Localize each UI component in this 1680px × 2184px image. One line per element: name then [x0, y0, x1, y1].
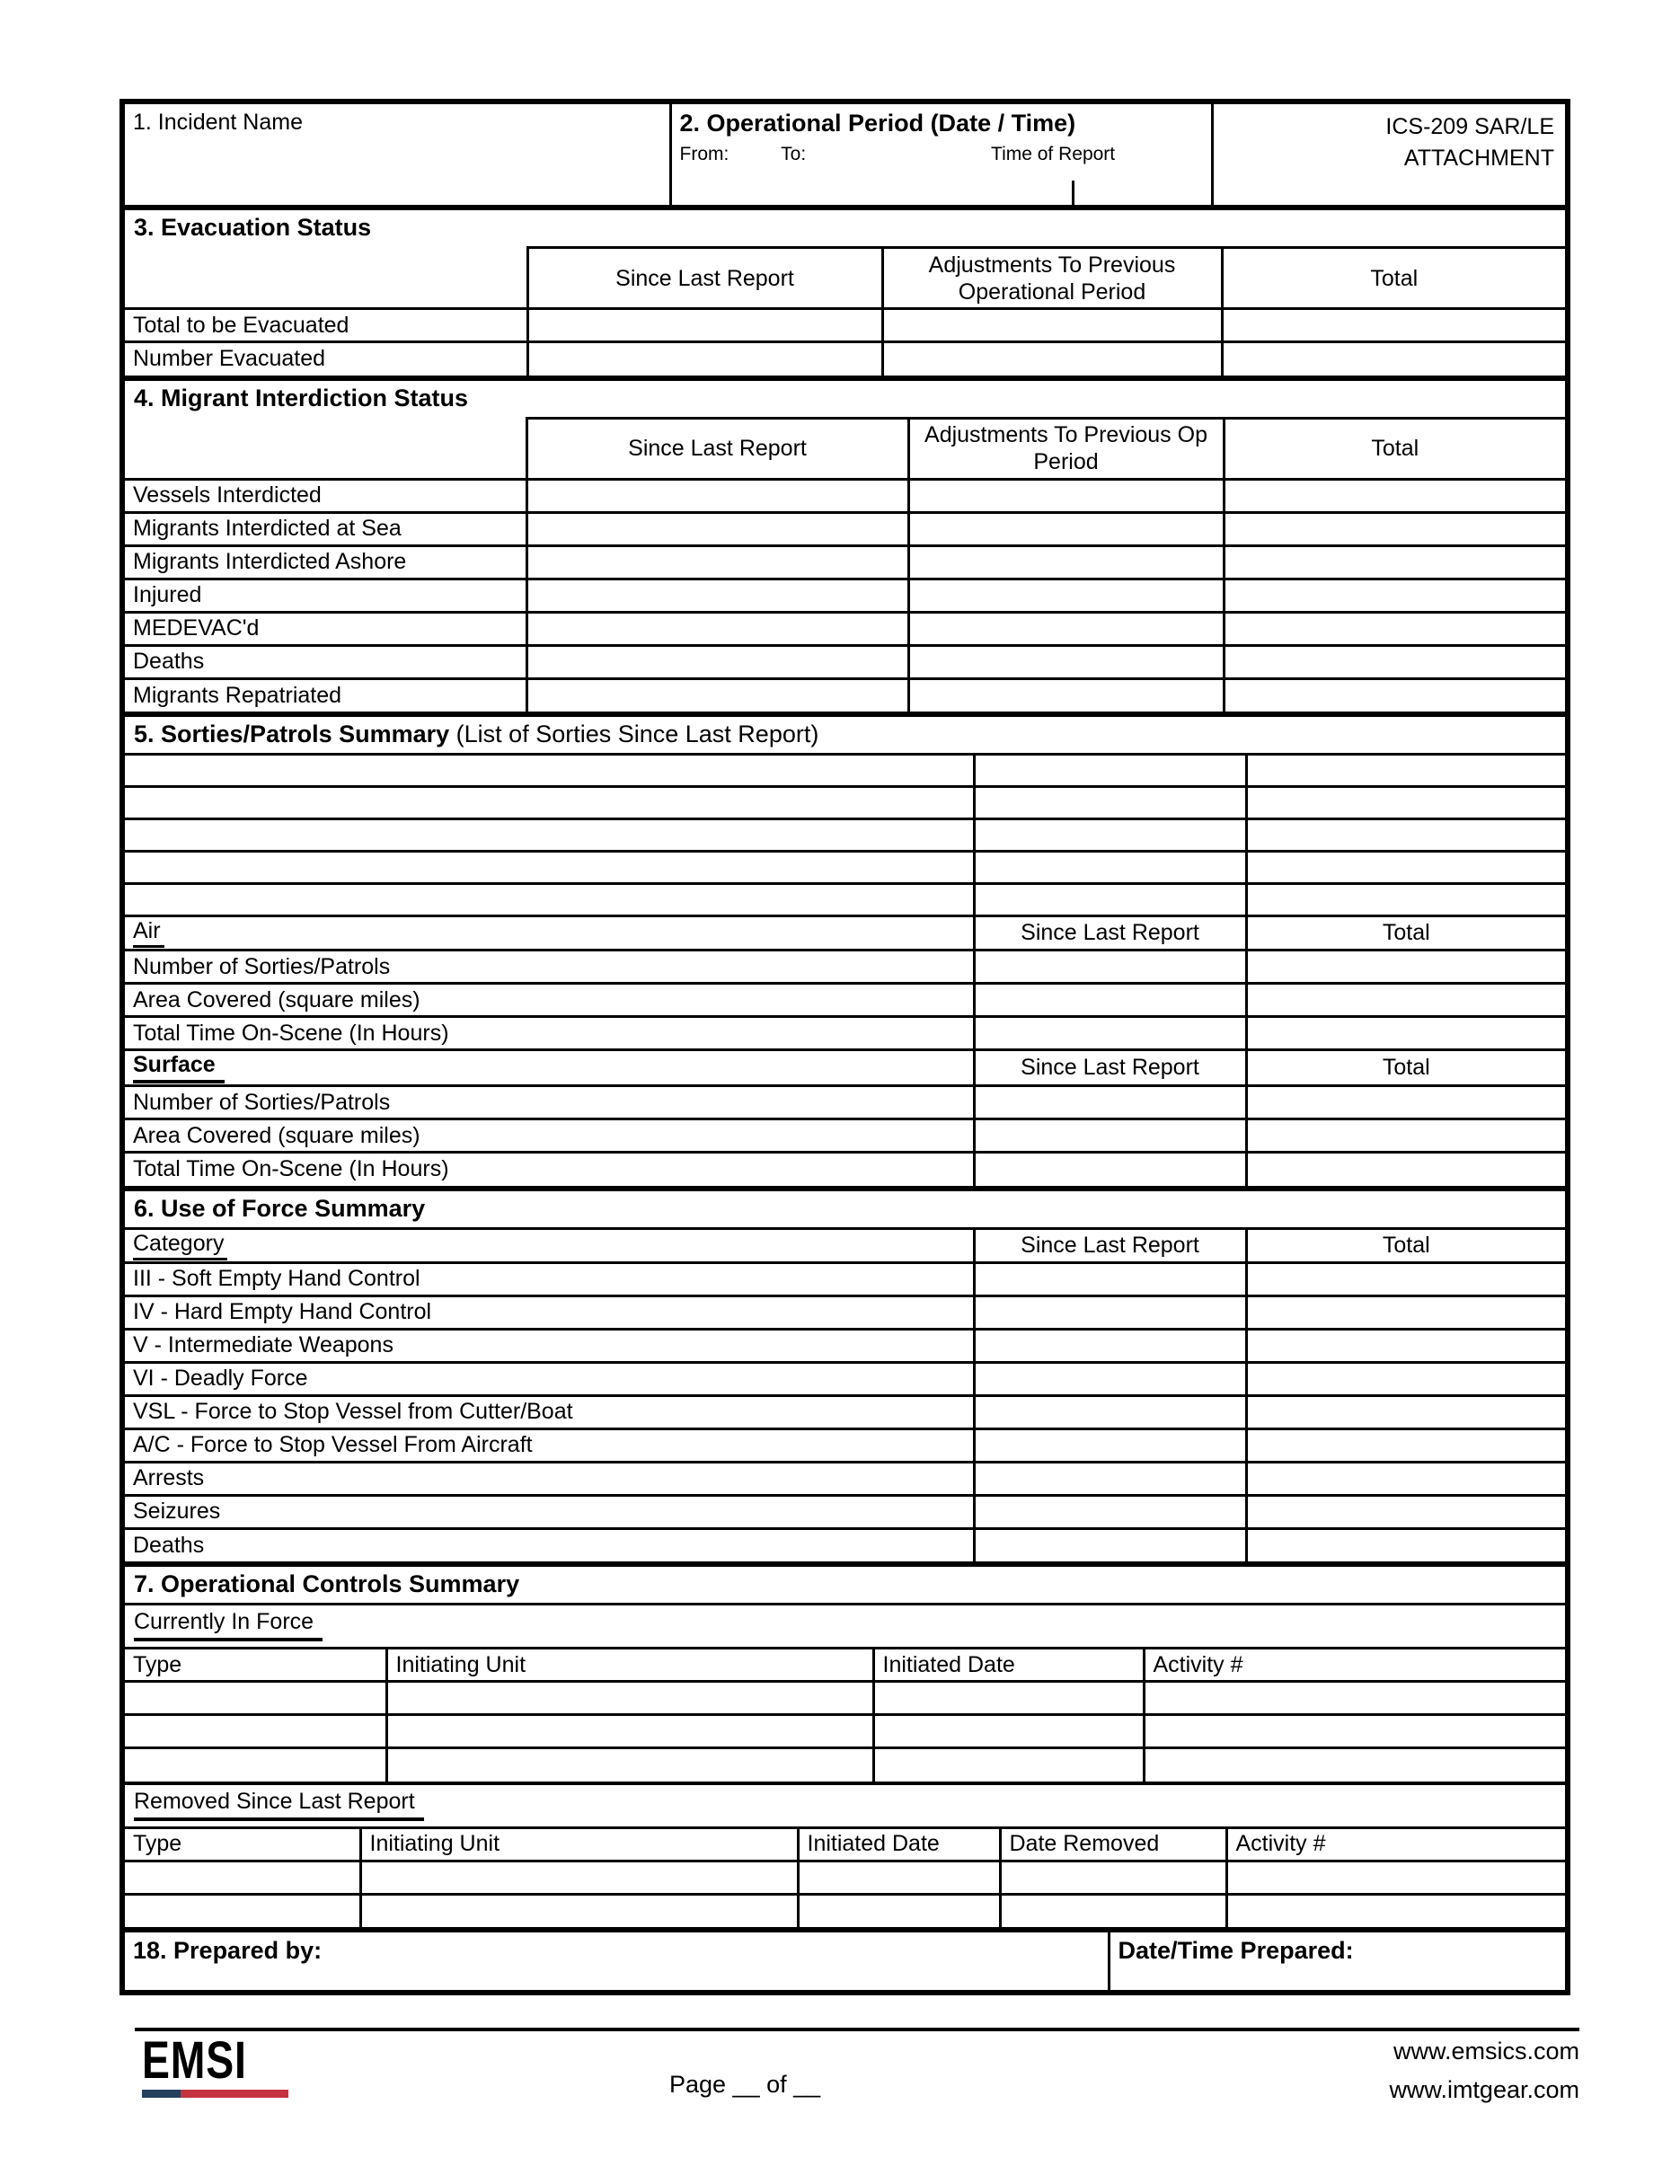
table-row — [125, 479, 1565, 512]
row-label: Deaths — [125, 645, 526, 678]
surface-label: Surface — [133, 1052, 225, 1083]
input-cell[interactable] — [125, 852, 974, 884]
input-cell[interactable] — [1246, 1528, 1565, 1561]
column-header: Date Removed — [1000, 1827, 1226, 1861]
column-header: Adjustments To Previous Op Period — [908, 418, 1224, 479]
input-cell[interactable] — [526, 645, 908, 678]
input-cell[interactable] — [1246, 1153, 1565, 1186]
row-label: A/C - Force to Stop Vessel From Aircraft — [125, 1428, 974, 1462]
emsi-logo — [142, 2031, 288, 2098]
sortie-list-row — [125, 852, 1565, 884]
row-label: VSL - Force to Stop Vessel from Cutter/Boat — [125, 1395, 974, 1428]
input-cell[interactable] — [1222, 309, 1565, 342]
input-cell[interactable] — [974, 884, 1246, 916]
header-row — [125, 104, 1565, 205]
input-cell[interactable] — [1224, 579, 1565, 612]
from-label: From: — [679, 144, 729, 164]
input-cell[interactable] — [1246, 1362, 1565, 1395]
input-cell[interactable] — [873, 1682, 1144, 1715]
input-cell[interactable] — [974, 1428, 1246, 1462]
air-header-row — [125, 916, 1565, 951]
input-cell[interactable] — [1224, 678, 1565, 712]
input-cell[interactable] — [1246, 852, 1565, 884]
input-cell[interactable] — [1246, 951, 1565, 984]
input-cell[interactable] — [526, 612, 908, 645]
section-prepared-by — [125, 1927, 1565, 1990]
column-header: Adjustments To Previous Operational Period — [882, 248, 1222, 309]
migrant-header-row — [125, 418, 1565, 479]
row-label: Migrants Interdicted at Sea — [125, 512, 526, 545]
input-cell[interactable] — [1246, 1295, 1565, 1329]
table-row — [125, 342, 1565, 376]
input-cell[interactable] — [1144, 1682, 1565, 1715]
input-cell[interactable] — [798, 1861, 1000, 1894]
table-row — [125, 1086, 1565, 1119]
operational-controls-title: 7. Operational Controls Summary — [125, 1567, 1565, 1605]
input-cell[interactable] — [908, 512, 1224, 545]
input-cell[interactable] — [1246, 1017, 1565, 1050]
row-label: Total Time On-Scene (In Hours) — [125, 1017, 974, 1050]
input-cell[interactable] — [974, 1153, 1246, 1186]
input-cell[interactable] — [974, 1295, 1246, 1329]
input-cell[interactable] — [974, 1528, 1246, 1561]
input-cell[interactable] — [526, 545, 908, 579]
emsi-logo-bar — [142, 2090, 288, 2098]
to-label: To: — [781, 144, 807, 164]
section-migrant-interdiction — [125, 376, 1565, 712]
table-row — [125, 1329, 1565, 1362]
removed-header-row — [125, 1827, 1565, 1861]
prepared-by-row — [125, 1932, 1565, 1990]
table-row — [125, 612, 1565, 645]
row-label: Injured — [125, 579, 526, 612]
section-sorties-patrols — [125, 712, 1565, 1186]
table-row — [125, 579, 1565, 612]
input-cell[interactable] — [1246, 1428, 1565, 1462]
row-label: Number of Sorties/Patrols — [125, 1086, 974, 1119]
table-row — [125, 1462, 1565, 1495]
prepared-by-table — [125, 1932, 1565, 1990]
input-cell[interactable] — [527, 309, 882, 342]
table-row — [125, 1262, 1565, 1295]
input-cell[interactable] — [360, 1861, 798, 1894]
emsi-logo-bar-navy — [142, 2090, 181, 2098]
input-cell[interactable] — [125, 1682, 386, 1715]
prepared-by-field[interactable] — [125, 1932, 1109, 1990]
input-cell[interactable] — [125, 755, 974, 787]
footer-urls — [1389, 2032, 1579, 2109]
table-row — [125, 545, 1565, 579]
in-force-blank-row — [125, 1748, 1565, 1782]
column-header: Initiating Unit — [360, 1827, 798, 1861]
input-cell[interactable] — [526, 678, 908, 712]
input-cell[interactable] — [125, 1894, 360, 1927]
input-cell[interactable] — [974, 1086, 1246, 1119]
row-label: Total Time On-Scene (In Hours) — [125, 1153, 974, 1186]
incident-name-label: 1. Incident Name — [133, 110, 303, 135]
row-label: Vessels Interdicted — [125, 479, 526, 512]
input-cell[interactable] — [1224, 512, 1565, 545]
section-use-of-force — [125, 1186, 1565, 1562]
input-cell[interactable] — [908, 645, 1224, 678]
column-header: Type — [125, 1827, 360, 1861]
removed-table — [125, 1826, 1565, 1928]
input-cell[interactable] — [908, 579, 1224, 612]
sortie-list-row — [125, 787, 1565, 819]
column-header: Activity # — [1144, 1649, 1565, 1682]
removed-label-band — [125, 1782, 1565, 1826]
input-cell[interactable] — [526, 512, 908, 545]
input-cell[interactable] — [1246, 1495, 1565, 1528]
input-cell[interactable] — [1246, 1395, 1565, 1428]
input-cell[interactable] — [1224, 479, 1565, 512]
category-label-cell — [125, 1228, 974, 1262]
sorties-title-note: (List of Sorties Since Last Report) — [455, 721, 819, 747]
table-row — [125, 1153, 1565, 1186]
input-cell[interactable] — [125, 1861, 360, 1894]
page-number: Page __ of __ — [669, 2071, 821, 2098]
input-cell[interactable] — [527, 342, 882, 376]
column-header: Activity # — [1226, 1827, 1565, 1861]
input-cell[interactable] — [386, 1715, 873, 1748]
input-cell[interactable] — [974, 1462, 1246, 1495]
table-row — [125, 1528, 1565, 1561]
in-force-header-row — [125, 1649, 1565, 1682]
table-row — [125, 1495, 1565, 1528]
emsi-logo-bar-red — [181, 2090, 288, 2098]
air-rows — [125, 951, 1565, 1050]
removed-since-last-report-label: Removed Since Last Report — [134, 1788, 424, 1821]
input-cell[interactable] — [908, 479, 1224, 512]
input-cell[interactable] — [974, 1395, 1246, 1428]
input-cell[interactable] — [125, 787, 974, 819]
section-operational-controls — [125, 1561, 1565, 1927]
input-cell[interactable] — [125, 1748, 386, 1782]
table-row — [125, 309, 1565, 342]
table-row — [125, 512, 1565, 545]
input-cell[interactable] — [974, 951, 1246, 984]
input-cell[interactable] — [125, 819, 974, 852]
form-code — [1212, 104, 1565, 205]
migrant-rows — [125, 479, 1565, 712]
column-header: Since Last Report — [974, 1228, 1246, 1262]
use-of-force-rows — [125, 1262, 1565, 1561]
in-force-blank-row — [125, 1682, 1565, 1715]
input-cell[interactable] — [360, 1894, 798, 1927]
input-cell[interactable] — [1246, 1262, 1565, 1295]
row-label: Number Evacuated — [125, 342, 527, 376]
column-header: Total — [1246, 916, 1565, 951]
table-row — [125, 1295, 1565, 1329]
currently-in-force-label-band — [125, 1605, 1565, 1647]
column-header: Total — [1246, 1050, 1565, 1086]
evacuation-status-table — [125, 246, 1565, 376]
input-cell[interactable] — [1224, 545, 1565, 579]
row-label: Arrests — [125, 1462, 974, 1495]
row-label: Migrants Repatriated — [125, 678, 526, 712]
migrant-corner-cell — [125, 418, 526, 479]
input-cell[interactable] — [798, 1894, 1000, 1927]
row-label: Seizures — [125, 1495, 974, 1528]
row-label: Deaths — [125, 1528, 974, 1561]
input-cell[interactable] — [1144, 1715, 1565, 1748]
input-cell[interactable] — [1226, 1861, 1565, 1894]
column-header: Since Last Report — [526, 418, 908, 479]
input-cell[interactable] — [1246, 1462, 1565, 1495]
row-label: Migrants Interdicted Ashore — [125, 545, 526, 579]
input-cell[interactable] — [526, 479, 908, 512]
row-label: IV - Hard Empty Hand Control — [125, 1295, 974, 1329]
sortie-list-row — [125, 884, 1565, 916]
input-cell[interactable] — [386, 1682, 873, 1715]
incident-name-field[interactable] — [125, 104, 670, 205]
sortie-list-row — [125, 755, 1565, 787]
category-label: Category — [133, 1231, 227, 1260]
currently-in-force-label: Currently In Force — [134, 1608, 323, 1641]
form-code-line1: ICS-209 SAR/LE — [1385, 114, 1554, 139]
sorties-table — [125, 753, 1565, 1186]
column-header: Total — [1246, 1228, 1565, 1262]
evacuation-header-row — [125, 248, 1565, 309]
footer-url-imtgear: www.imtgear.com — [1389, 2076, 1579, 2103]
datetime-prepared-field[interactable] — [1109, 1932, 1565, 1990]
column-header: Initiated Date — [873, 1649, 1144, 1682]
input-cell[interactable] — [1246, 1329, 1565, 1362]
time-of-report-divider — [1072, 181, 1074, 205]
input-cell[interactable] — [1144, 1748, 1565, 1782]
table-row — [125, 951, 1565, 984]
migrant-interdiction-title: 4. Migrant Interdiction Status — [125, 381, 1565, 417]
header-row-table — [125, 104, 1565, 205]
row-label: III - Soft Empty Hand Control — [125, 1262, 974, 1295]
evacuation-corner-cell — [125, 248, 527, 309]
input-cell[interactable] — [1246, 1119, 1565, 1153]
column-header: Initiated Date — [798, 1827, 1000, 1861]
air-label-cell — [125, 916, 974, 951]
input-cell[interactable] — [974, 1119, 1246, 1153]
input-cell[interactable] — [1246, 755, 1565, 787]
sorties-title — [125, 717, 1565, 753]
operational-period-sublabels — [680, 144, 1116, 165]
input-cell[interactable] — [1226, 1894, 1565, 1927]
use-of-force-title: 6. Use of Force Summary — [125, 1191, 1565, 1227]
input-cell[interactable] — [1246, 787, 1565, 819]
migrant-interdiction-table — [125, 417, 1565, 712]
input-cell[interactable] — [1000, 1861, 1226, 1894]
input-cell[interactable] — [1224, 645, 1565, 678]
input-cell[interactable] — [974, 787, 1246, 819]
row-label: VI - Deadly Force — [125, 1362, 974, 1395]
input-cell[interactable] — [974, 1262, 1246, 1295]
input-cell[interactable] — [1222, 342, 1565, 376]
input-cell[interactable] — [386, 1748, 873, 1782]
input-cell[interactable] — [1246, 819, 1565, 852]
datetime-prepared-label: Date/Time Prepared: — [1118, 1937, 1354, 1964]
column-header: Type — [125, 1649, 386, 1682]
input-cell[interactable] — [125, 1715, 386, 1748]
column-header: Total — [1224, 418, 1565, 479]
row-label: MEDEVAC'd — [125, 612, 526, 645]
row-label: Area Covered (square miles) — [125, 984, 974, 1017]
input-cell[interactable] — [526, 579, 908, 612]
operational-period-label: 2. Operational Period (Date / Time) — [679, 110, 1076, 137]
table-row — [125, 1119, 1565, 1153]
table-row — [125, 1362, 1565, 1395]
row-label: V - Intermediate Weapons — [125, 1329, 974, 1362]
column-header: Total — [1222, 248, 1565, 309]
input-cell[interactable] — [873, 1715, 1144, 1748]
column-header: Since Last Report — [974, 1050, 1246, 1086]
input-cell[interactable] — [974, 819, 1246, 852]
currently-in-force-table — [125, 1647, 1565, 1782]
input-cell[interactable] — [974, 755, 1246, 787]
input-cell[interactable] — [974, 1495, 1246, 1528]
input-cell[interactable] — [974, 984, 1246, 1017]
input-cell[interactable] — [908, 612, 1224, 645]
input-cell[interactable] — [873, 1748, 1144, 1782]
emsi-logo-text: EMSI — [142, 2031, 247, 2090]
table-row — [125, 984, 1565, 1017]
row-label: Area Covered (square miles) — [125, 1119, 974, 1153]
removed-blank-row — [125, 1861, 1565, 1894]
column-header: Initiating Unit — [386, 1649, 873, 1682]
table-row — [125, 1017, 1565, 1050]
input-cell[interactable] — [1246, 984, 1565, 1017]
input-cell[interactable] — [1246, 884, 1565, 916]
table-row — [125, 1395, 1565, 1428]
evacuation-rows — [125, 309, 1565, 376]
sortie-list-row — [125, 819, 1565, 852]
column-header: Since Last Report — [974, 916, 1246, 951]
input-cell[interactable] — [974, 1362, 1246, 1395]
input-cell[interactable] — [125, 884, 974, 916]
table-row — [125, 645, 1565, 678]
input-cell[interactable] — [974, 1329, 1246, 1362]
removed-blank-row — [125, 1894, 1565, 1927]
row-label: Number of Sorties/Patrols — [125, 951, 974, 984]
ics-209-form — [119, 99, 1570, 1995]
air-label: Air — [133, 918, 164, 948]
footer-url-emsics: www.emsics.com — [1393, 2038, 1579, 2065]
footer-divider-line — [135, 2028, 1579, 2031]
table-row — [125, 1428, 1565, 1462]
category-header-row — [125, 1228, 1565, 1262]
section-evacuation-status — [125, 205, 1565, 376]
input-cell[interactable] — [1246, 1086, 1565, 1119]
input-cell[interactable] — [974, 852, 1246, 884]
row-label: Total to be Evacuated — [125, 309, 527, 342]
input-cell[interactable] — [882, 342, 1222, 376]
input-cell[interactable] — [1224, 612, 1565, 645]
input-cell[interactable] — [882, 309, 1222, 342]
input-cell[interactable] — [908, 545, 1224, 579]
use-of-force-table — [125, 1227, 1565, 1562]
surface-header-row — [125, 1050, 1565, 1086]
sorties-title-bold: 5. Sorties/Patrols Summary — [134, 721, 450, 747]
in-force-blank-row — [125, 1715, 1565, 1748]
surface-label-cell — [125, 1050, 974, 1086]
evacuation-status-title: 3. Evacuation Status — [125, 210, 1565, 246]
input-cell[interactable] — [974, 1017, 1246, 1050]
table-row — [125, 678, 1565, 712]
time-of-report-label: Time of Report — [991, 144, 1116, 164]
form-code-line2: ATTACHMENT — [1403, 146, 1554, 171]
operational-period-field[interactable] — [670, 104, 1212, 205]
input-cell[interactable] — [908, 678, 1224, 712]
prepared-by-label: 18. Prepared by: — [133, 1937, 323, 1964]
column-header: Since Last Report — [527, 248, 882, 309]
input-cell[interactable] — [1000, 1894, 1226, 1927]
surface-rows — [125, 1086, 1565, 1186]
